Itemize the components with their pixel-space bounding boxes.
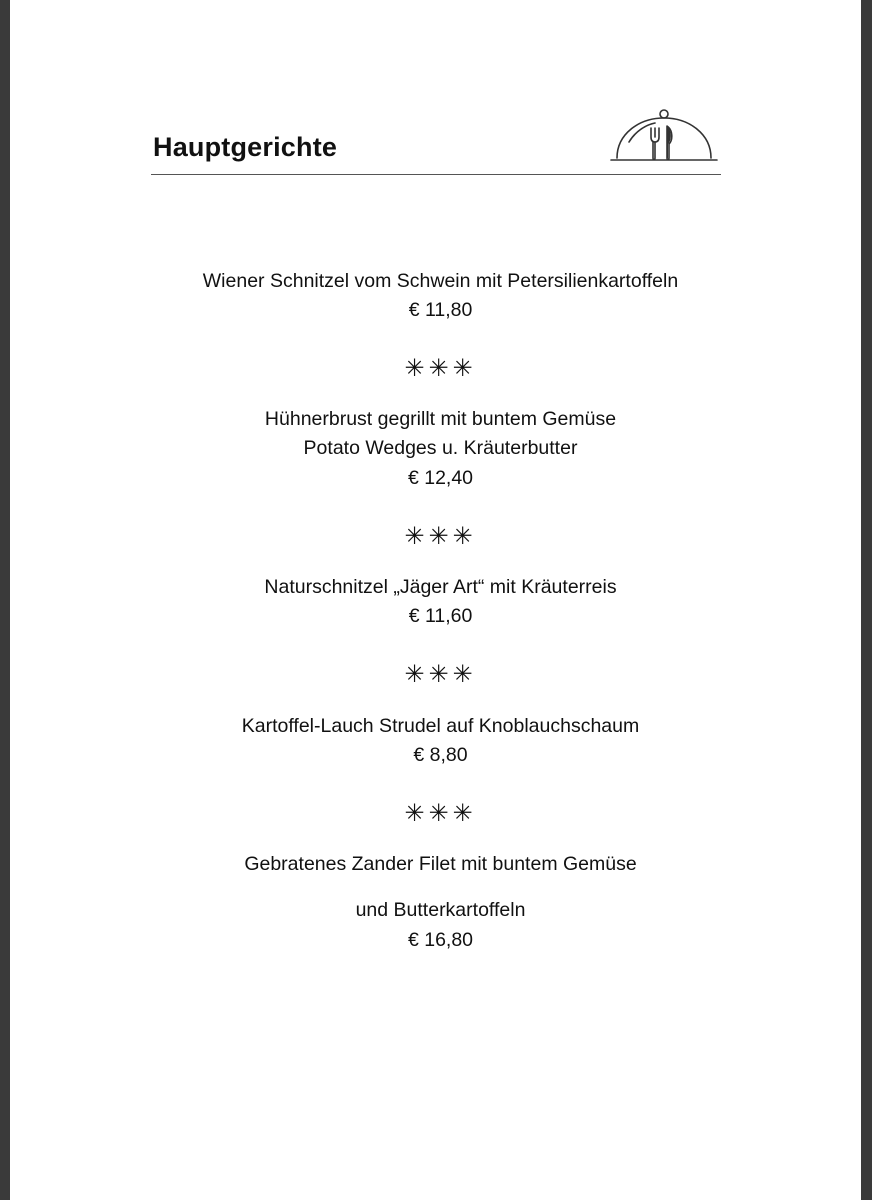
- menu-page: [10, 0, 861, 1200]
- dish-3-price: € 11,60: [408, 605, 473, 627]
- dish-separator: ✳✳✳: [404, 355, 477, 382]
- dish-2-name-line-2: Potato Wedges u. Kräuterbutter: [303, 437, 578, 459]
- dish-separator: ✳✳✳: [404, 800, 477, 827]
- dish-5-price: € 16,80: [407, 929, 474, 951]
- section-title: Hauptgerichte: [153, 132, 338, 162]
- dish-1-name: Wiener Schnitzel vom Schwein mit Petersilienkartoffeln: [202, 270, 679, 292]
- dish-5-name: Gebratenes Zander Filet mit buntem Gemüse: [244, 853, 637, 875]
- dish-list: [10, 0, 861, 1200]
- dish-2-price: € 12,40: [407, 467, 474, 489]
- dish-2-name: Hühnerbrust gegrillt mit buntem Gemüse: [264, 408, 617, 430]
- dish-separator: ✳✳✳: [404, 661, 477, 688]
- dish-3-name: Naturschnitzel „Jäger Art“ mit Kräuterreis: [264, 576, 617, 598]
- dish-5-name-line-2: und Butterkartoffeln: [355, 899, 526, 921]
- dish-4-name: Kartoffel-Lauch Strudel auf Knoblauchschaum: [241, 715, 640, 737]
- dish-4-price: € 8,80: [413, 744, 468, 766]
- dish-separator: ✳✳✳: [404, 523, 477, 550]
- dish-1-price: € 11,80: [408, 299, 473, 321]
